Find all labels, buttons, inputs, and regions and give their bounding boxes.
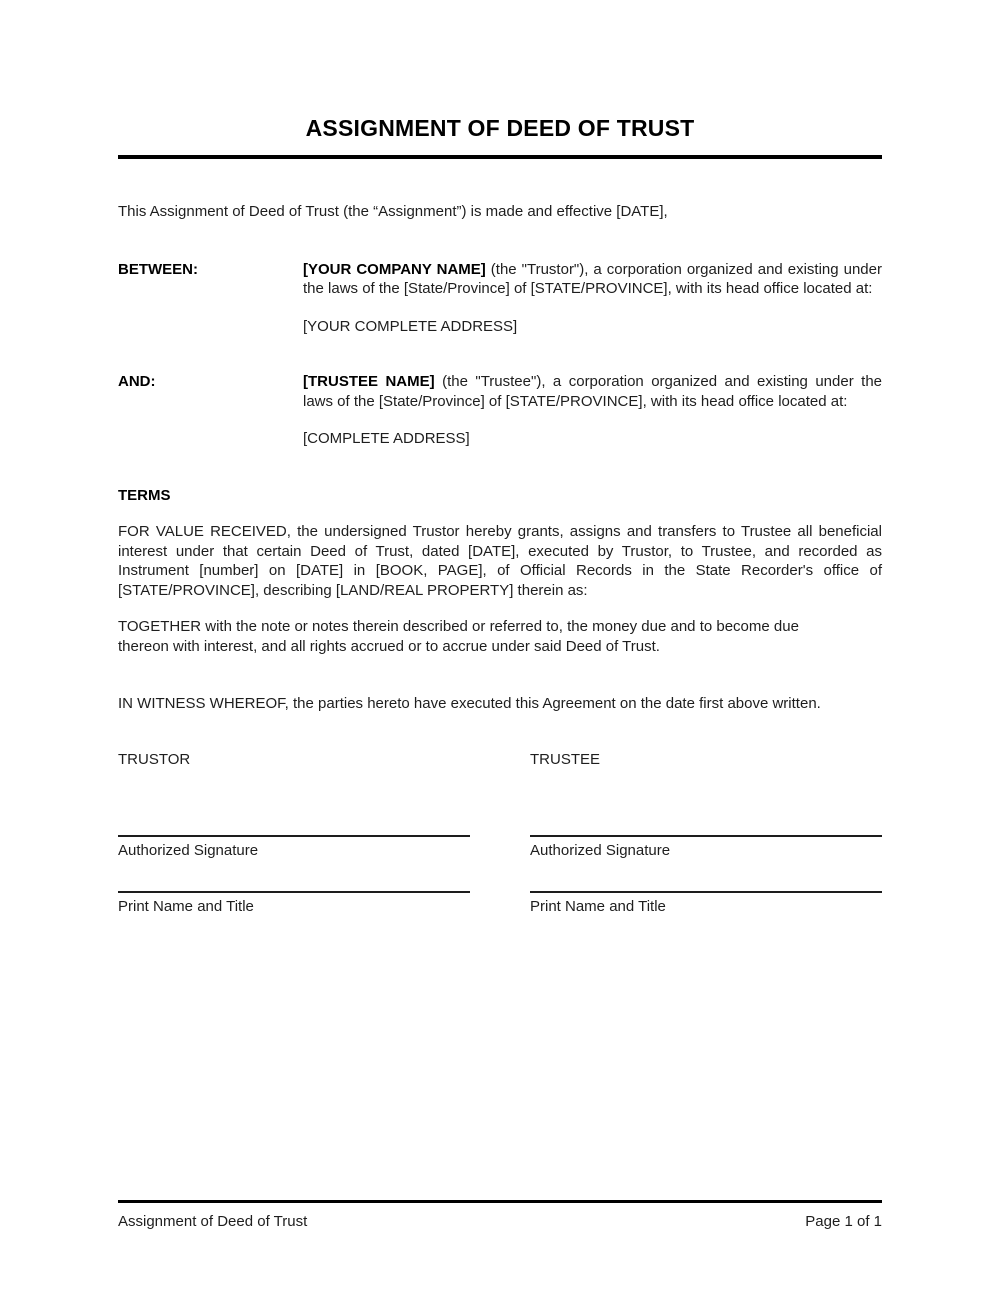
trustee-party-header: TRUSTEE [530, 750, 601, 768]
trustee-print-name-line [530, 891, 882, 893]
trustee-signature-block [530, 835, 882, 861]
signature-party-headers [118, 750, 882, 770]
trustor-print-name-label: Print Name and Title [118, 897, 254, 915]
page-footer [118, 1200, 882, 1232]
party-block-trustee [118, 372, 882, 411]
intro-paragraph: This Assignment of Deed of Trust (the “Assignment”) is made and effective [DATE], [118, 203, 668, 220]
footer-document-name: Assignment of Deed of Trust [118, 1213, 308, 1230]
trustor-name-placeholder: [YOUR COMPANY NAME] [303, 260, 486, 278]
trustor-print-name-line [118, 891, 470, 893]
authorized-signature-row [118, 835, 882, 861]
trustor-print-name-block [118, 891, 470, 917]
trustee-paragraph [303, 372, 882, 411]
document-title: ASSIGNMENT OF DEED OF TRUST [305, 115, 695, 141]
terms-paragraph-together: TOGETHER with the note or notes therein described or referred to, the money due and to become due thereon with interest, and all rights accrued or to accrue under said Deed of Trust. [118, 618, 799, 655]
trustor-paragraph [303, 260, 882, 299]
party-block-trustor [118, 260, 882, 299]
trustor-signature-block [118, 835, 470, 861]
trustee-print-name-label: Print Name and Title [530, 897, 666, 915]
title-rule [118, 155, 882, 159]
trustor-signature-line [118, 835, 470, 837]
trustee-print-name-block [530, 891, 882, 917]
trustor-description: (the "Trustor"), a corporation organized and existing under the laws of the [State/Province] of [STATE/PROVINCE], with its head office located at: [303, 260, 882, 297]
trustee-address-placeholder: [COMPLETE ADDRESS] [303, 430, 470, 447]
terms-paragraph-for-value-received: FOR VALUE RECEIVED, the undersigned Trustor hereby grants, assigns and transfers to Trustee all beneficial interest under that certain Deed of Trust, dated [DATE], executed by Trustor, to Trustee, and recorded as Instrument [number] on [DATE] in [BOOK, PAGE], of Official Records in the State Recorder's office of [STATE/PROVINCE], describing [LAND/REAL PROPERTY] therein as: [118, 523, 882, 599]
trustor-party-header: TRUSTOR [118, 750, 191, 768]
witness-paragraph: IN WITNESS WHEREOF, the parties hereto have executed this Agreement on the date first above written. [118, 695, 821, 712]
and-label: AND: [118, 373, 156, 390]
trustee-signature-line [530, 835, 882, 837]
footer-page-number: Page 1 of 1 [805, 1213, 882, 1230]
trustor-signature-label: Authorized Signature [118, 842, 259, 859]
trustee-description: (the "Trustee"), a corporation organized and existing under the laws of the [State/Province] of [STATE/PROVINCE], with its head office located at: [303, 373, 883, 410]
trustee-signature-label: Authorized Signature [530, 842, 671, 859]
trustee-name-placeholder: [TRUSTEE NAME] [303, 373, 435, 390]
terms-heading: TERMS [118, 486, 171, 504]
trustor-address-placeholder: [YOUR COMPLETE ADDRESS] [303, 317, 518, 335]
between-label: BETWEEN: [118, 260, 198, 278]
print-name-row [118, 891, 882, 917]
